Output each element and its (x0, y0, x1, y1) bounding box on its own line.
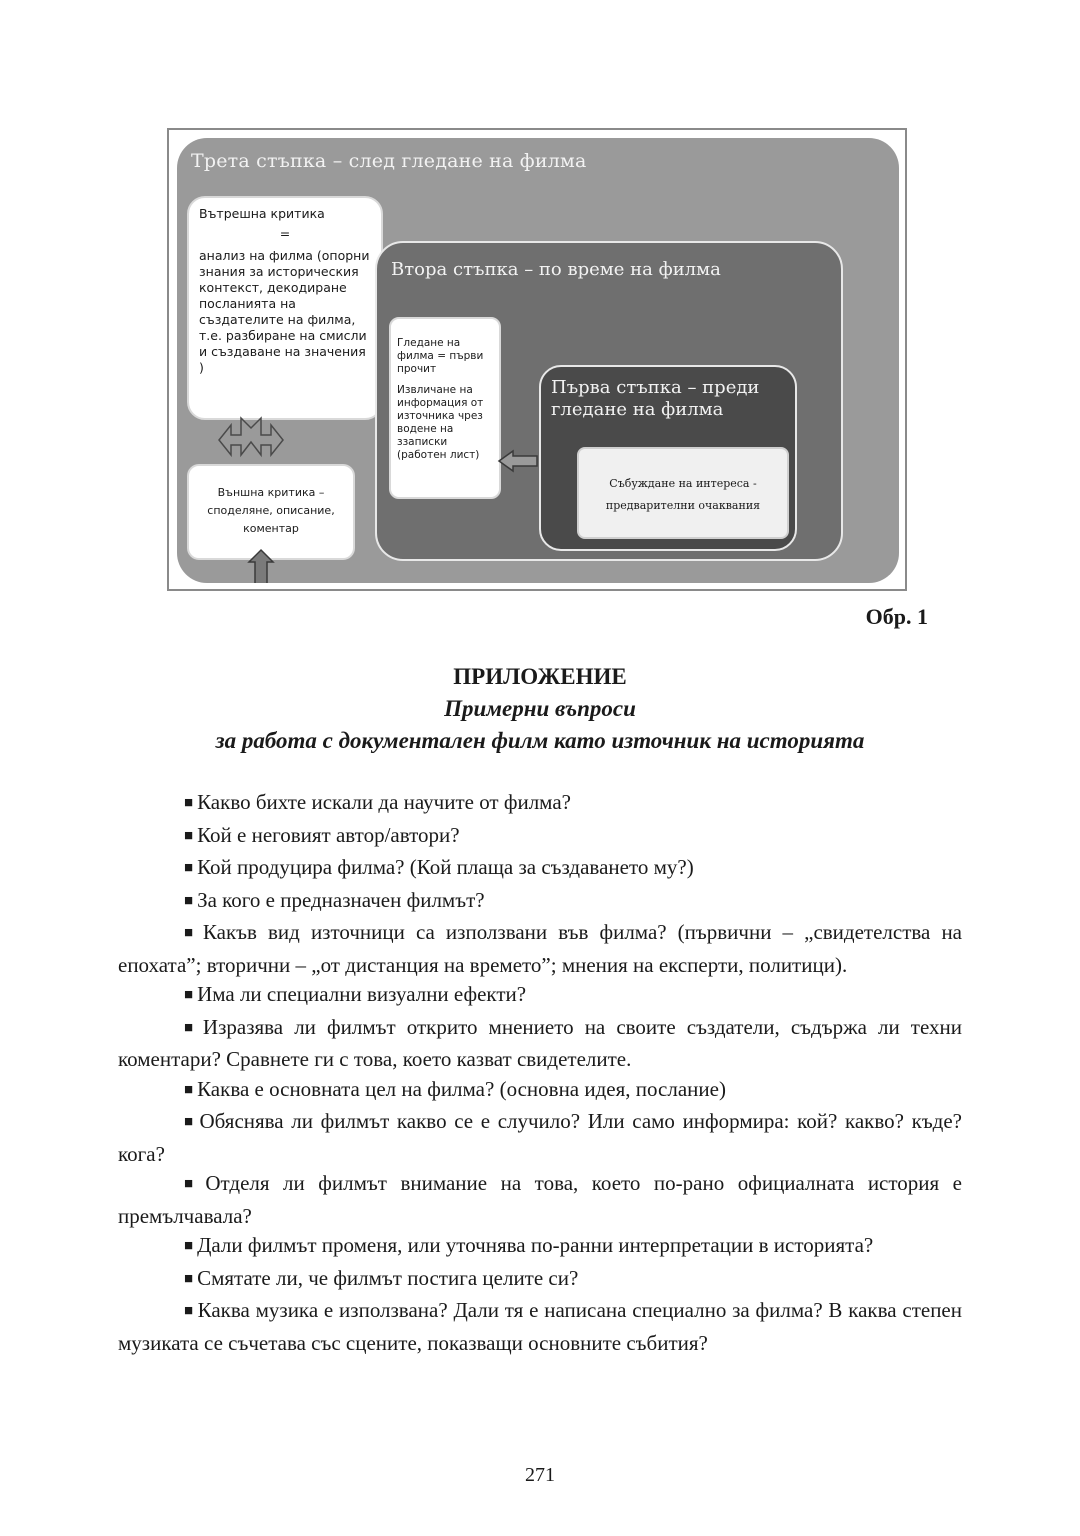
bullet-icon: ■ (184, 1238, 194, 1254)
inner-critique-body: анализ на филма (опорни знания за историческия контекст, декодиране посланията на създателите на филма, т.е. разбиране на смисли и създаване на значения ) (199, 248, 370, 375)
list-item: ■ Кой е неговият автор/автори? (184, 822, 460, 847)
bullet-icon: ■ (184, 1081, 194, 1098)
up-arrow-icon (249, 550, 273, 583)
bullet-icon: ■ (184, 827, 194, 844)
bullet-icon: ■ (184, 795, 194, 811)
step1-title: Първа стъпка – преди гледане на филма (551, 377, 760, 420)
figure-frame (167, 128, 907, 591)
watching-line2: Извличане на информация от източника чрез водене на ззаписки (работен лист) (397, 384, 484, 461)
list-item: ■ Има ли специални визуални ефекти? (184, 982, 527, 1006)
outer-critique-box: Външна критика – споделяне, описание, коментар (187, 464, 355, 560)
bullet-icon: ■ (184, 1019, 199, 1036)
list-item: ■ Каква е основната цел на филма? (основна идея, послание) (184, 1076, 726, 1101)
list-item: ■ Отделя ли филмът внимание на това, което по-рано официалната история е премълчавала? (118, 1171, 963, 1228)
list-item: ■ Дали филмът променя, или уточнява по-ранни интерпретации в историята? (184, 1233, 874, 1257)
bullet-icon: ■ (184, 1114, 196, 1130)
bullet-icon: ■ (184, 1270, 194, 1287)
list-item: ■ Смятате ли, че филмът постига целите си? (184, 1265, 579, 1290)
bullet-icon: ■ (184, 1303, 194, 1319)
interest-line2: предварителни очаквания (605, 499, 761, 512)
inner-critique-equals: = (279, 226, 291, 241)
appendix-subtitle-1: Примерни въпроси (444, 696, 636, 721)
bullet-icon: ■ (184, 892, 194, 909)
watching-line1: Гледане на филма = първи прочит (397, 337, 484, 375)
page-number: 271 (525, 1464, 555, 1486)
list-item: ■ Какъв вид източници са използвани във филма? (първични – „свидетелства на епохата”; вторични – „от дистанция на времето”; мнения на експерти, политици). (118, 920, 963, 977)
appendix-subtitle-2: за работа с документален филм като източник на историята (215, 728, 865, 753)
step3-title: Трета стъпка – след гледане на филма (191, 150, 587, 172)
step2-title: Втора стъпка – по време на филма (391, 259, 721, 280)
list-item: ■ Каква музика е използвана? Дали тя е написана специално за филма? В каква степен музиката се съчетава със сцените, показващи основните събития? (118, 1298, 962, 1355)
step3-panel (177, 138, 899, 583)
appendix-title: ПРИЛОЖЕНИЕ (453, 664, 627, 689)
list-item: ■ Какво бихте искали да научите от филма? (184, 790, 571, 814)
question-list (118, 788, 962, 1358)
four-way-arrow-icon (219, 418, 283, 455)
list-item: ■ Обяснява ли филмът какво се е случило? Или само информира: кой? какво? къде? кога? (118, 1109, 963, 1166)
list-item: ■ За кого е предназначен филмът? (184, 887, 485, 912)
bullet-icon: ■ (184, 1176, 202, 1192)
bullet-icon: ■ (184, 925, 199, 941)
arrows-layer (177, 138, 899, 583)
list-item: ■ Кой продуцира филма? (Кой плаща за създаването му?) (184, 855, 694, 879)
bullet-icon: ■ (184, 860, 194, 876)
figure-caption: Обр. 1 (865, 604, 928, 629)
left-arrow-icon (499, 451, 537, 471)
bullet-icon: ■ (184, 987, 194, 1003)
inner-critique-title: Вътрешна критика (199, 206, 325, 221)
list-item: ■ Изразява ли филмът открито мнението на своите създатели, съдържа ли техни коментари? Сравнете ги с това, което казват свидетелите. (118, 1014, 963, 1071)
interest-line1: Събуждане на интереса - (609, 477, 757, 490)
